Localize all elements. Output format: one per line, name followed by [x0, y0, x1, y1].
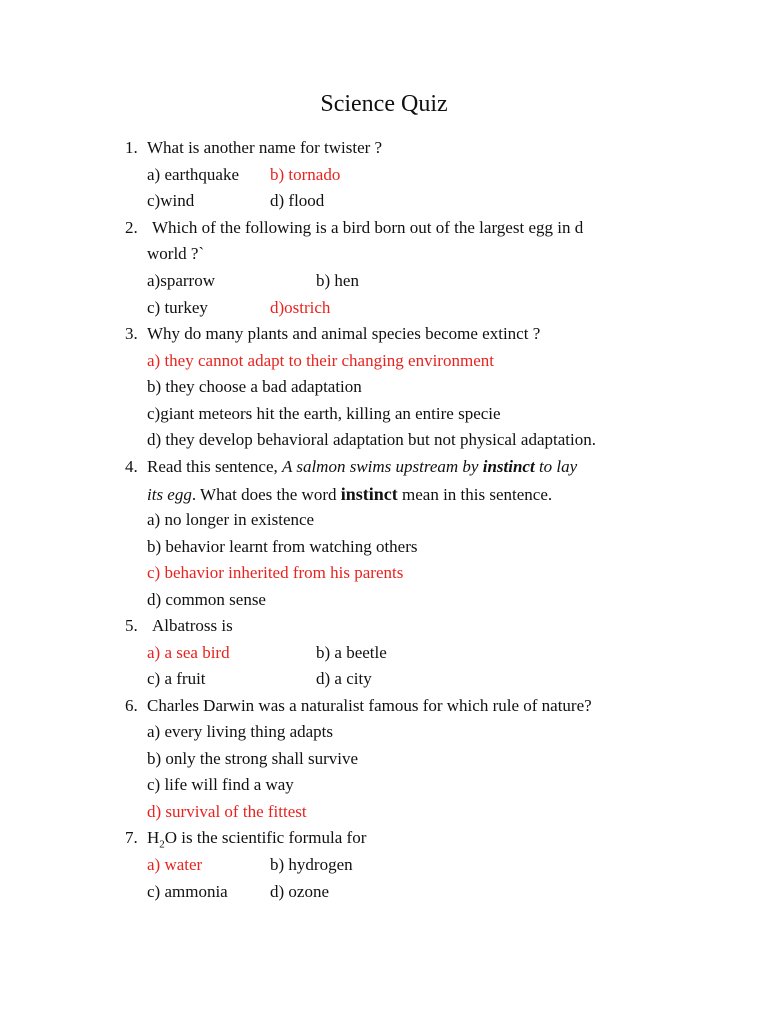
- option-c: c)wind: [147, 191, 195, 210]
- option-a: a)sparrow: [147, 271, 215, 290]
- question-text: $H_2O$ is the scientific formula for: [147, 828, 367, 851]
- subscript: 2: [159, 838, 165, 851]
- question-text: Charles Darwin was a naturalist famous for which rule of nature?: [147, 696, 592, 715]
- option-b: b) they choose a bad adaptation: [147, 377, 362, 396]
- question-number: 4.: [125, 457, 138, 476]
- options-row: [147, 880, 447, 904]
- question-number: 2.: [125, 218, 138, 237]
- options-row: [147, 269, 447, 293]
- option-b-answer: b) tornado: [270, 165, 341, 184]
- question-text: What is another name for twister ?: [147, 138, 383, 157]
- options-row: [147, 641, 447, 665]
- option-c: c) turkey: [147, 298, 208, 317]
- option-a-answer: a) they cannot adapt to their changing environment: [147, 351, 494, 370]
- option-d: d) common sense: [147, 590, 266, 609]
- question-text: Why do many plants and animal species become extinct ?: [147, 324, 541, 343]
- question-number: 6.: [125, 696, 138, 715]
- option-b: b) a beetle: [316, 643, 387, 662]
- option-a-answer: a) a sea bird: [147, 643, 230, 662]
- question-text: Which of the following is a bird born out of the largest egg in d: [152, 218, 584, 237]
- question-number: 3.: [125, 324, 138, 343]
- option-a: a) earthquake: [147, 165, 240, 184]
- option-c: c)giant meteors hit the earth, killing an entire specie: [147, 404, 501, 423]
- emphasized-word: instinct: [482, 457, 535, 476]
- options-row: [147, 853, 447, 877]
- option-b: b) only the strong shall survive: [147, 749, 359, 768]
- options-row: [147, 667, 447, 691]
- page-title: Science Quiz: [320, 91, 448, 117]
- question-text: Read this sentence, A salmon swims upstream by instinct to lay: [147, 457, 578, 476]
- question-text: Albatross is: [152, 616, 233, 635]
- option-b: b) hen: [316, 271, 359, 290]
- option-a-answer: a) water: [147, 855, 203, 874]
- option-d: d) flood: [270, 191, 325, 210]
- option-d: d) they develop behavioral adaptation but not physical adaptation.: [147, 430, 596, 449]
- question-number: 7.: [125, 828, 138, 847]
- option-a: a) no longer in existence: [147, 510, 315, 529]
- option-d-answer: d)ostrich: [270, 298, 331, 317]
- question-number: 1.: [125, 138, 138, 157]
- option-d: d) ozone: [270, 882, 330, 901]
- emphasized-word: instinct: [340, 484, 398, 504]
- question-text-cont: world ?`: [147, 244, 205, 263]
- option-d: d) a city: [316, 669, 372, 688]
- option-b: b) behavior learnt from watching others: [147, 537, 418, 556]
- option-c: c) life will find a way: [147, 775, 294, 794]
- option-c-answer: c) behavior inherited from his parents: [147, 563, 404, 582]
- options-row: [147, 163, 447, 187]
- option-a: a) every living thing adapts: [147, 722, 334, 741]
- option-d-answer: d) survival of the fittest: [147, 802, 307, 821]
- option-c: c) ammonia: [147, 882, 228, 901]
- options-row: [147, 296, 447, 320]
- option-c: c) a fruit: [147, 669, 206, 688]
- option-b: b) hydrogen: [270, 855, 353, 874]
- question-number: 5.: [125, 616, 138, 635]
- question-text-cont: its egg. What does the word instinct mean in this sentence.: [147, 484, 553, 504]
- options-row: [147, 189, 447, 213]
